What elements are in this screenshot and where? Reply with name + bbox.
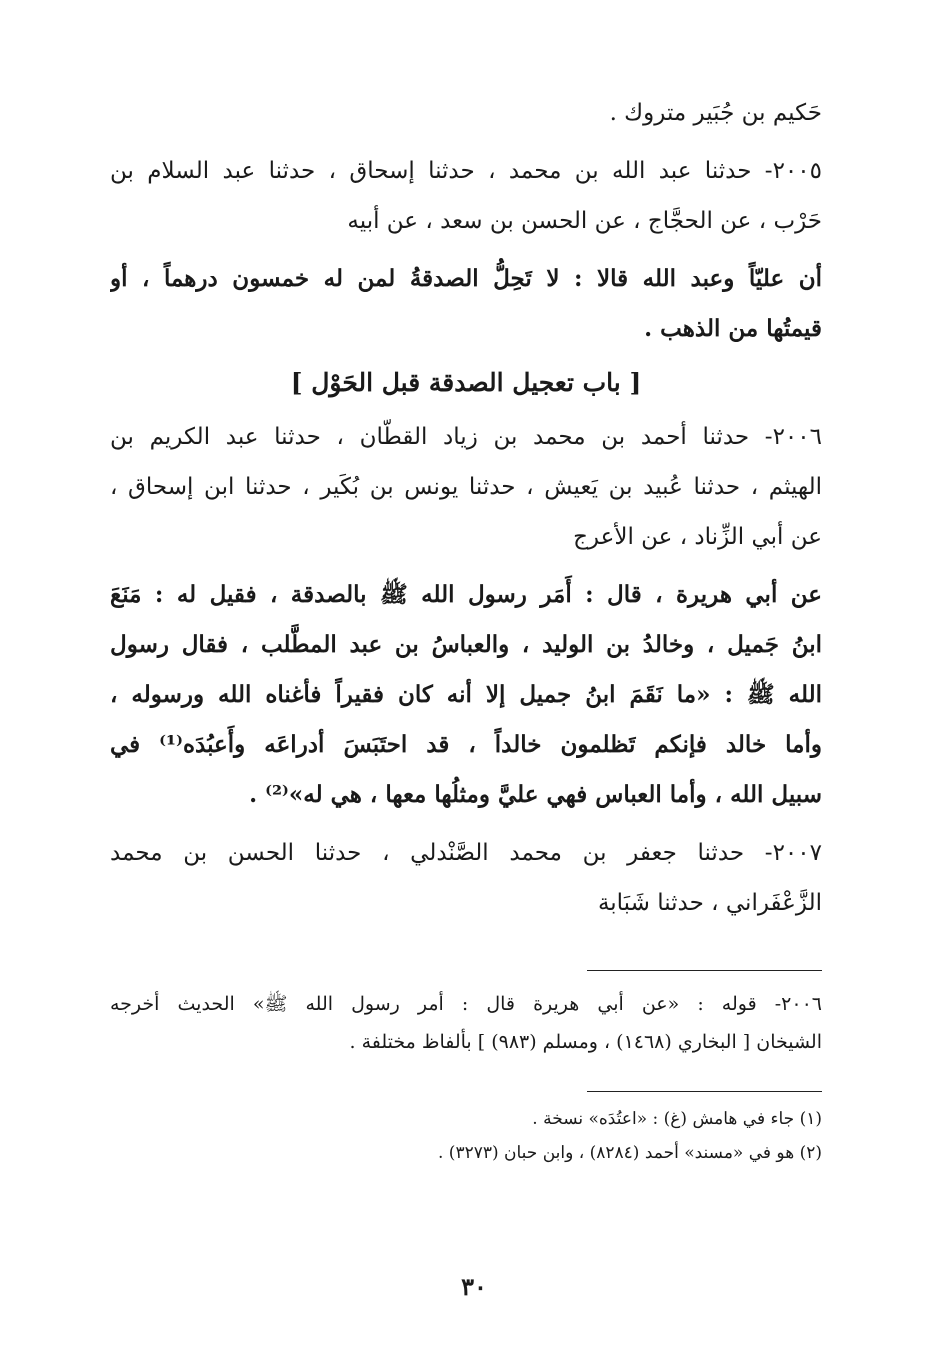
text-line: وأما خالد فإنكم تَظلمون خالداً ، قد احتَبَسَ أدراعَه وأَعبُدَه⁽¹⁾ في [110, 731, 822, 758]
text-line: حَكيم بن جُبَير متروك . [609, 100, 822, 126]
text-line: عن أبي هريرة ، قال : أَمَر رسول الله ﷺ بالصدقة ، فقيل له : مَنَعَ [110, 581, 822, 608]
spacer [110, 138, 822, 146]
hadith-2006-isnad [110, 412, 822, 562]
commentary-line: الشيخان [ البخاري (١٤٦٨) ، ومسلم (٩٨٣) ] بألفاظ مختلفة . [349, 1031, 822, 1053]
spacer [110, 562, 822, 570]
footnote-2: (٢) هو في «مسند» أحمد (٨٢٨٤) ، وابن حبان (٣٢٧٣) . [437, 1143, 822, 1163]
text-line: ٢٠٠٦- حدثنا أحمد بن محمد بن زياد القطّان ، حدثنا عبد الكريم بن [110, 424, 822, 450]
spacer [110, 1092, 822, 1102]
text-line: الله ﷺ : «ما نَقَمَ ابنُ جميل إلا أنه كان فقيراً فأغناه الله ورسوله ، [110, 681, 822, 708]
chapter-heading: [ باب تعجيل الصدقة قبل الحَوْل ] [290, 368, 642, 397]
text-line: الزَّعْفَراني ، حدثنا شَبَابة [597, 890, 822, 916]
text-line: عن أبي الزِّناد ، عن الأعرج [573, 524, 822, 550]
paragraph-hakim [110, 88, 822, 138]
spacer [110, 971, 822, 985]
text-line: حَرْب ، عن الحجَّاج ، عن الحسن بن سعد ، عن أبيه [347, 208, 822, 234]
footnotes-block [110, 1102, 822, 1170]
spacer [110, 820, 822, 828]
text-line: أن عليّاً وعبد الله قالا : لا تَحِلُّ الصدقةُ لمن له خمسون درهماً ، أو [110, 265, 822, 292]
page-body [110, 88, 822, 1170]
text-line: ٢٠٠٥- حدثنا عبد الله بن محمد ، حدثنا إسحاق ، حدثنا عبد السلام بن [110, 158, 822, 184]
hadith-2005-matn [110, 254, 822, 354]
text-line: ٢٠٠٧- حدثنا جعفر بن محمد الصَّنْدلي ، حدثنا الحسن بن محمد [110, 840, 822, 866]
text-line: ابنُ جَميل ، وخالدُ بن الوليد ، والعباسُ بن عبد المطَّلب ، فقال رسول [110, 631, 822, 658]
text-line: الهيثم ، حدثنا عُبيد بن يَعيش ، حدثنا يونس بن بُكَير ، حدثنا ابن إسحاق ، [110, 474, 822, 500]
spacer [110, 246, 822, 254]
spacer [110, 928, 822, 970]
spacer [110, 1061, 822, 1091]
hadith-2005-isnad [110, 146, 822, 246]
hadith-2007-isnad [110, 828, 822, 928]
footnote-1: (١) جاء في هامش (غ) : «اعتُدَه» نسخة . [532, 1109, 822, 1129]
page-number: ٣٠ [461, 1272, 487, 1301]
commentary-block [110, 985, 822, 1061]
text-line: قيمتُها من الذهب . [644, 315, 822, 342]
hadith-2006-matn [110, 570, 822, 820]
text-line: سبيل الله ، وأما العباس فهي عليَّ ومثلُها معها ، هي له»⁽²⁾ . [249, 781, 822, 808]
commentary-line: ٢٠٠٦- قوله : «عن أبي هريرة قال : أمر رسول الله ﷺ» الحديث أخرجه [110, 993, 822, 1015]
